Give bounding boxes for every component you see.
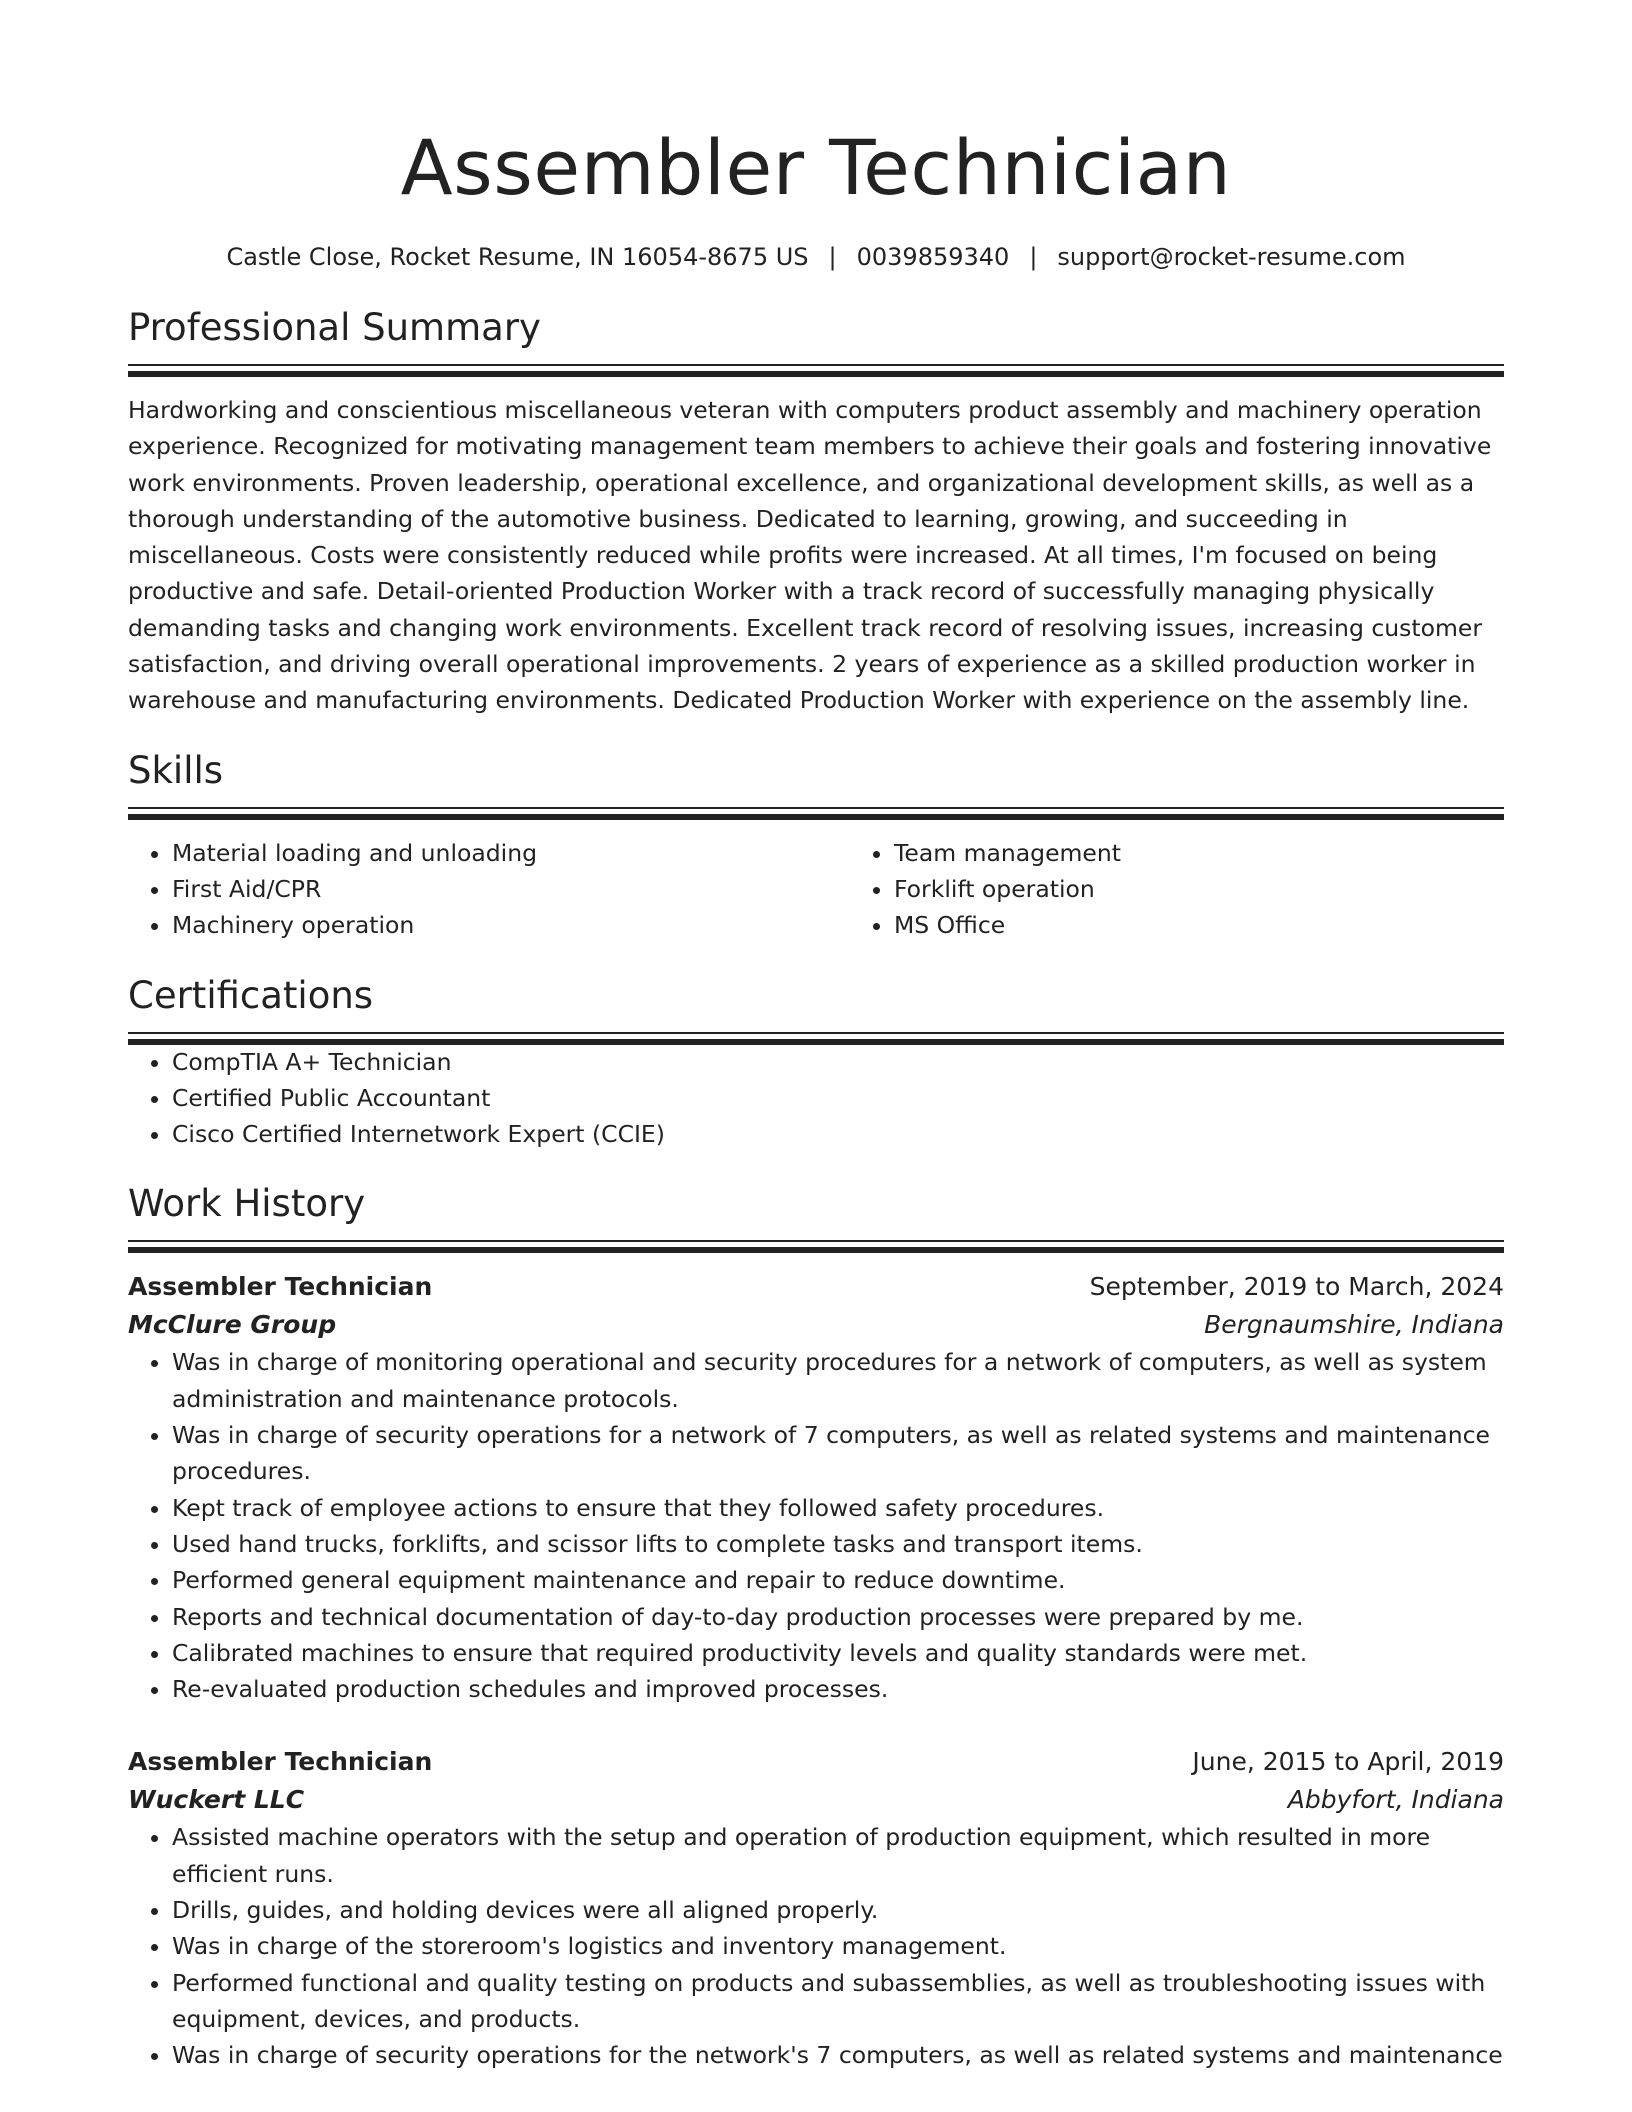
job-subheader (128, 1781, 1504, 1819)
job-bullet: • Re-evaluated production schedules and improved processes. (172, 1671, 1504, 1707)
section-divider (128, 1240, 1504, 1252)
skill-item: • Material loading and unloading (172, 835, 850, 871)
job-location: Abbyfort, Indiana (1287, 1785, 1504, 1815)
resume-page (128, 120, 1504, 2074)
job-dates: September, 2019 to March, 2024 (1089, 1272, 1504, 1302)
section-title-certifications: Certifications (128, 973, 374, 1017)
skill-item: • Team management (894, 835, 1572, 871)
section-summary (128, 304, 1504, 719)
section-divider (128, 1032, 1504, 1044)
contact-separator: | (1029, 243, 1038, 271)
job-bullet: • Assisted machine operators with the setup and operation of production equipment, which resulted in more efficient runs. (172, 1819, 1504, 1892)
summary-text: Hardworking and conscientious miscellaneous veteran with computers product assembly and machinery operation experience. Recognized for motivating management team members to achieve their goals and fostering innovative work environments. Proven leadership, operational excellence, and organizational development skills, as well as a thorough understanding of the automotive business. Dedicated to learning, growing, and succeeding in miscellaneous. Costs were consistently reduced while profits were increased. At all times, I'm focused on being productive and safe. Detail-oriented Production Worker with a track record of successfully managing physically demanding tasks and changing work environments. Excellent track record of resolving issues, increasing customer satisfaction, and driving overall operational improvements. 2 years of experience as a skilled production worker in warehouse and manufacturing environments. Dedicated Production Worker with experience on the assembly line. (128, 396, 1492, 715)
skill-item: • MS Office (894, 907, 1572, 943)
skill-item: • First Aid/CPR (172, 871, 850, 907)
job-location: Bergnaumshire, Indiana (1204, 1310, 1504, 1340)
resume-name: Assembler Technician (400, 123, 1232, 212)
job-title: Assembler Technician (128, 1272, 433, 1302)
job-entry (128, 1268, 1504, 1707)
job-subheader (128, 1306, 1504, 1344)
certifications-list (128, 1044, 1504, 1153)
skills-list-left (128, 835, 850, 944)
job-bullets (128, 1819, 1504, 2073)
job-company: McClure Group (128, 1310, 337, 1340)
skills-grid (128, 835, 1504, 944)
section-work-history (128, 1180, 1504, 2073)
section-divider (128, 807, 1504, 819)
job-header (128, 1268, 1504, 1306)
job-header (128, 1743, 1504, 1781)
certification-item: • Certified Public Accountant (172, 1080, 1504, 1116)
job-bullet: • Kept track of employee actions to ensure that they followed safety procedures. (172, 1490, 1504, 1526)
contact-phone: 0039859340 (856, 243, 1010, 271)
section-divider (128, 364, 1504, 376)
job-dates: June, 2015 to April, 2019 (1192, 1747, 1504, 1777)
skills-list-right (850, 835, 1572, 944)
skill-item: • Machinery operation (172, 907, 850, 943)
job-bullet: • Used hand trucks, forklifts, and scissor lifts to complete tasks and transport items. (172, 1526, 1504, 1562)
job-bullet: • Performed functional and quality testing on products and subassemblies, as well as troubleshooting issues with equipment, devices, and products. (172, 1965, 1504, 2038)
job-title: Assembler Technician (128, 1747, 433, 1777)
job-bullet: • Was in charge of the storeroom's logistics and inventory management. (172, 1928, 1504, 1964)
contact-email[interactable]: support@rocket-resume.com (1057, 243, 1406, 271)
section-skills (128, 747, 1504, 944)
certification-item: • Cisco Certified Internetwork Expert (CCIE) (172, 1116, 1504, 1152)
section-title-skills: Skills (128, 748, 224, 792)
job-bullet: • Was in charge of security operations for a network of 7 computers, as well as related systems and maintenance procedures. (172, 1417, 1504, 1490)
contact-address: Castle Close, Rocket Resume, IN 16054-8675 US (226, 243, 809, 271)
job-company: Wuckert LLC (128, 1785, 305, 1815)
job-bullet: • Was in charge of security operations for the network's 7 computers, as well as related systems and maintenance (172, 2037, 1504, 2073)
job-bullets (128, 1344, 1504, 1707)
contact-separator: | (828, 243, 837, 271)
job-bullet: • Calibrated machines to ensure that required productivity levels and quality standards were met. (172, 1635, 1504, 1671)
job-bullet: • Was in charge of monitoring operational and security procedures for a network of computers, as well as system administration and maintenance protocols. (172, 1344, 1504, 1417)
certification-item: • CompTIA A+ Technician (172, 1044, 1504, 1080)
section-title-summary: Professional Summary (128, 306, 541, 349)
section-certifications (128, 972, 1504, 1153)
job-bullet: • Performed general equipment maintenance and repair to reduce downtime. (172, 1562, 1504, 1598)
job-entry (128, 1743, 1504, 2073)
job-bullet: • Reports and technical documentation of day-to-day production processes were prepared by me. (172, 1599, 1504, 1635)
section-title-work: Work History (128, 1182, 366, 1226)
job-bullet: • Drills, guides, and holding devices were all aligned properly. (172, 1892, 1504, 1928)
contact-line (128, 240, 1504, 274)
skill-item: • Forklift operation (894, 871, 1572, 907)
